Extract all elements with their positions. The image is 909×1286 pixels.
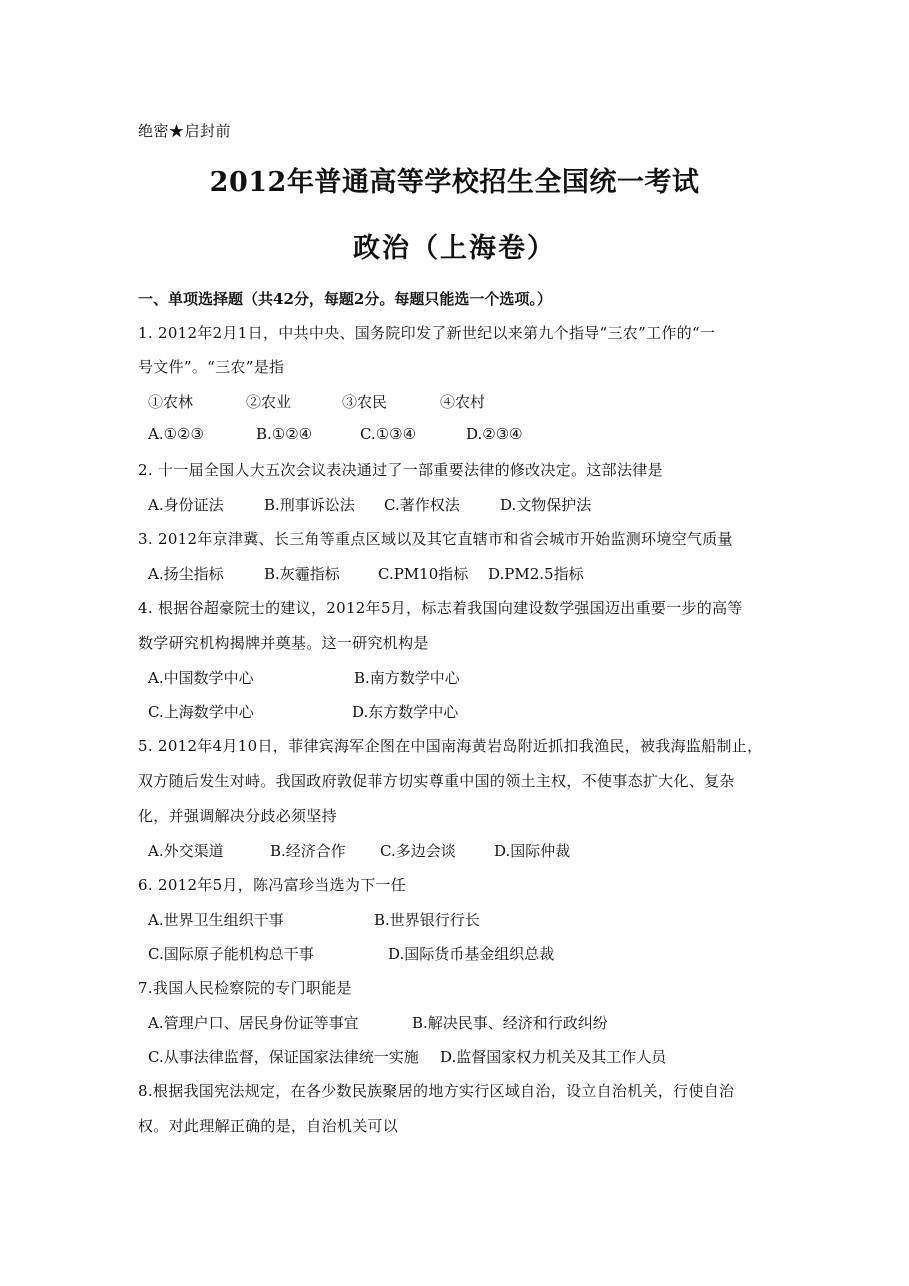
option: A.扬尘指标 (148, 565, 224, 583)
option: C.PM10指标 (378, 565, 469, 583)
option: A.外交渠道 (148, 842, 224, 860)
confidential-label: 绝密★启封前 (138, 122, 232, 140)
option: C.①③④ (360, 425, 417, 443)
option: C.国际原子能机构总干事 (148, 945, 314, 963)
option: C.上海数学中心 (148, 703, 254, 721)
option: B.①②④ (256, 425, 313, 443)
option: A.①②③ (148, 425, 204, 443)
question-6-line-1: 6. 2012年5月，陈冯富珍当选为下一任 (138, 876, 407, 894)
question-4-line-2: 数学研究机构揭牌并奠基。这一研究机构是 (138, 634, 429, 652)
option: D.国际仲裁 (494, 842, 571, 860)
option: D.PM2.5指标 (488, 565, 584, 583)
option: A.身份证法 (148, 496, 224, 514)
question-1-line-1: 1. 2012年2月1日，中共中央、国务院印发了新世纪以来第九个指导“三农”工作的“一 (138, 324, 716, 342)
option: B.南方数学中心 (354, 669, 460, 687)
option: A.中国数学中心 (148, 669, 254, 687)
option: D.东方数学中心 (352, 703, 459, 721)
item: ④农村 (440, 393, 486, 411)
item: ③农民 (342, 393, 388, 411)
option: D.文物保护法 (500, 496, 592, 514)
item: ②农业 (246, 393, 292, 411)
question-8-line-1: 8.根据我国宪法规定，在各少数民族聚居的地方实行区域自治，设立自治机关，行使自治 (138, 1082, 735, 1100)
question-8-line-2: 权。对此理解正确的是，自治机关可以 (138, 1117, 399, 1135)
item: ①农林 (148, 393, 194, 411)
option: C.从事法律监督，保证国家法律统一实施 (148, 1048, 419, 1066)
option: B.刑事诉讼法 (264, 496, 355, 514)
option: B.世界银行行长 (374, 911, 480, 929)
option: C.著作权法 (384, 496, 460, 514)
option: B.经济合作 (270, 842, 346, 860)
question-5-line-2: 双方随后发生对峙。我国政府敦促菲方切实尊重中国的领土主权，不使事态扩大化、复杂 (138, 772, 735, 790)
option: D.监督国家权力机关及其工作人员 (440, 1048, 667, 1066)
question-2-line-1: 2. 十一届全国人大五次会议表决通过了一部重要法律的修改决定。这部法律是 (138, 461, 663, 479)
option: A.管理户口、居民身份证等事宜 (148, 1014, 359, 1032)
option: B.灰霾指标 (264, 565, 340, 583)
option: D.国际货币基金组织总裁 (388, 945, 555, 963)
exam-subtitle: 政治（上海卷） (353, 233, 556, 264)
section-heading: 一、单项选择题（共42分，每题2分。每题只能选一个选项。） (138, 290, 552, 308)
exam-title: 2012年普通高等学校招生全国统一考试 (209, 167, 700, 198)
option: D.②③④ (466, 425, 523, 443)
question-3-line-1: 3. 2012年京津冀、长三角等重点区域以及其它直辖市和省会城市开始监测环境空气质量 (138, 530, 733, 548)
question-5-line-1: 5. 2012年4月10日，菲律宾海军企图在中国南海黄岩岛附近抓扣我渔民，被我海监船制止， (138, 737, 763, 755)
question-5-line-3: 化，并强调解决分歧必须坚持 (138, 807, 337, 825)
option: A.世界卫生组织干事 (148, 911, 284, 929)
question-1-line-2: 号文件”。“三农”是指 (138, 358, 285, 376)
question-7-line-1: 7.我国人民检察院的专门职能是 (138, 979, 352, 997)
option: B.解决民事、经济和行政纠纷 (412, 1014, 608, 1032)
question-4-line-1: 4. 根据谷超豪院士的建议，2012年5月，标志着我国向建设数学强国迈出重要一步的高等 (138, 599, 743, 617)
option: C.多边会谈 (380, 842, 456, 860)
